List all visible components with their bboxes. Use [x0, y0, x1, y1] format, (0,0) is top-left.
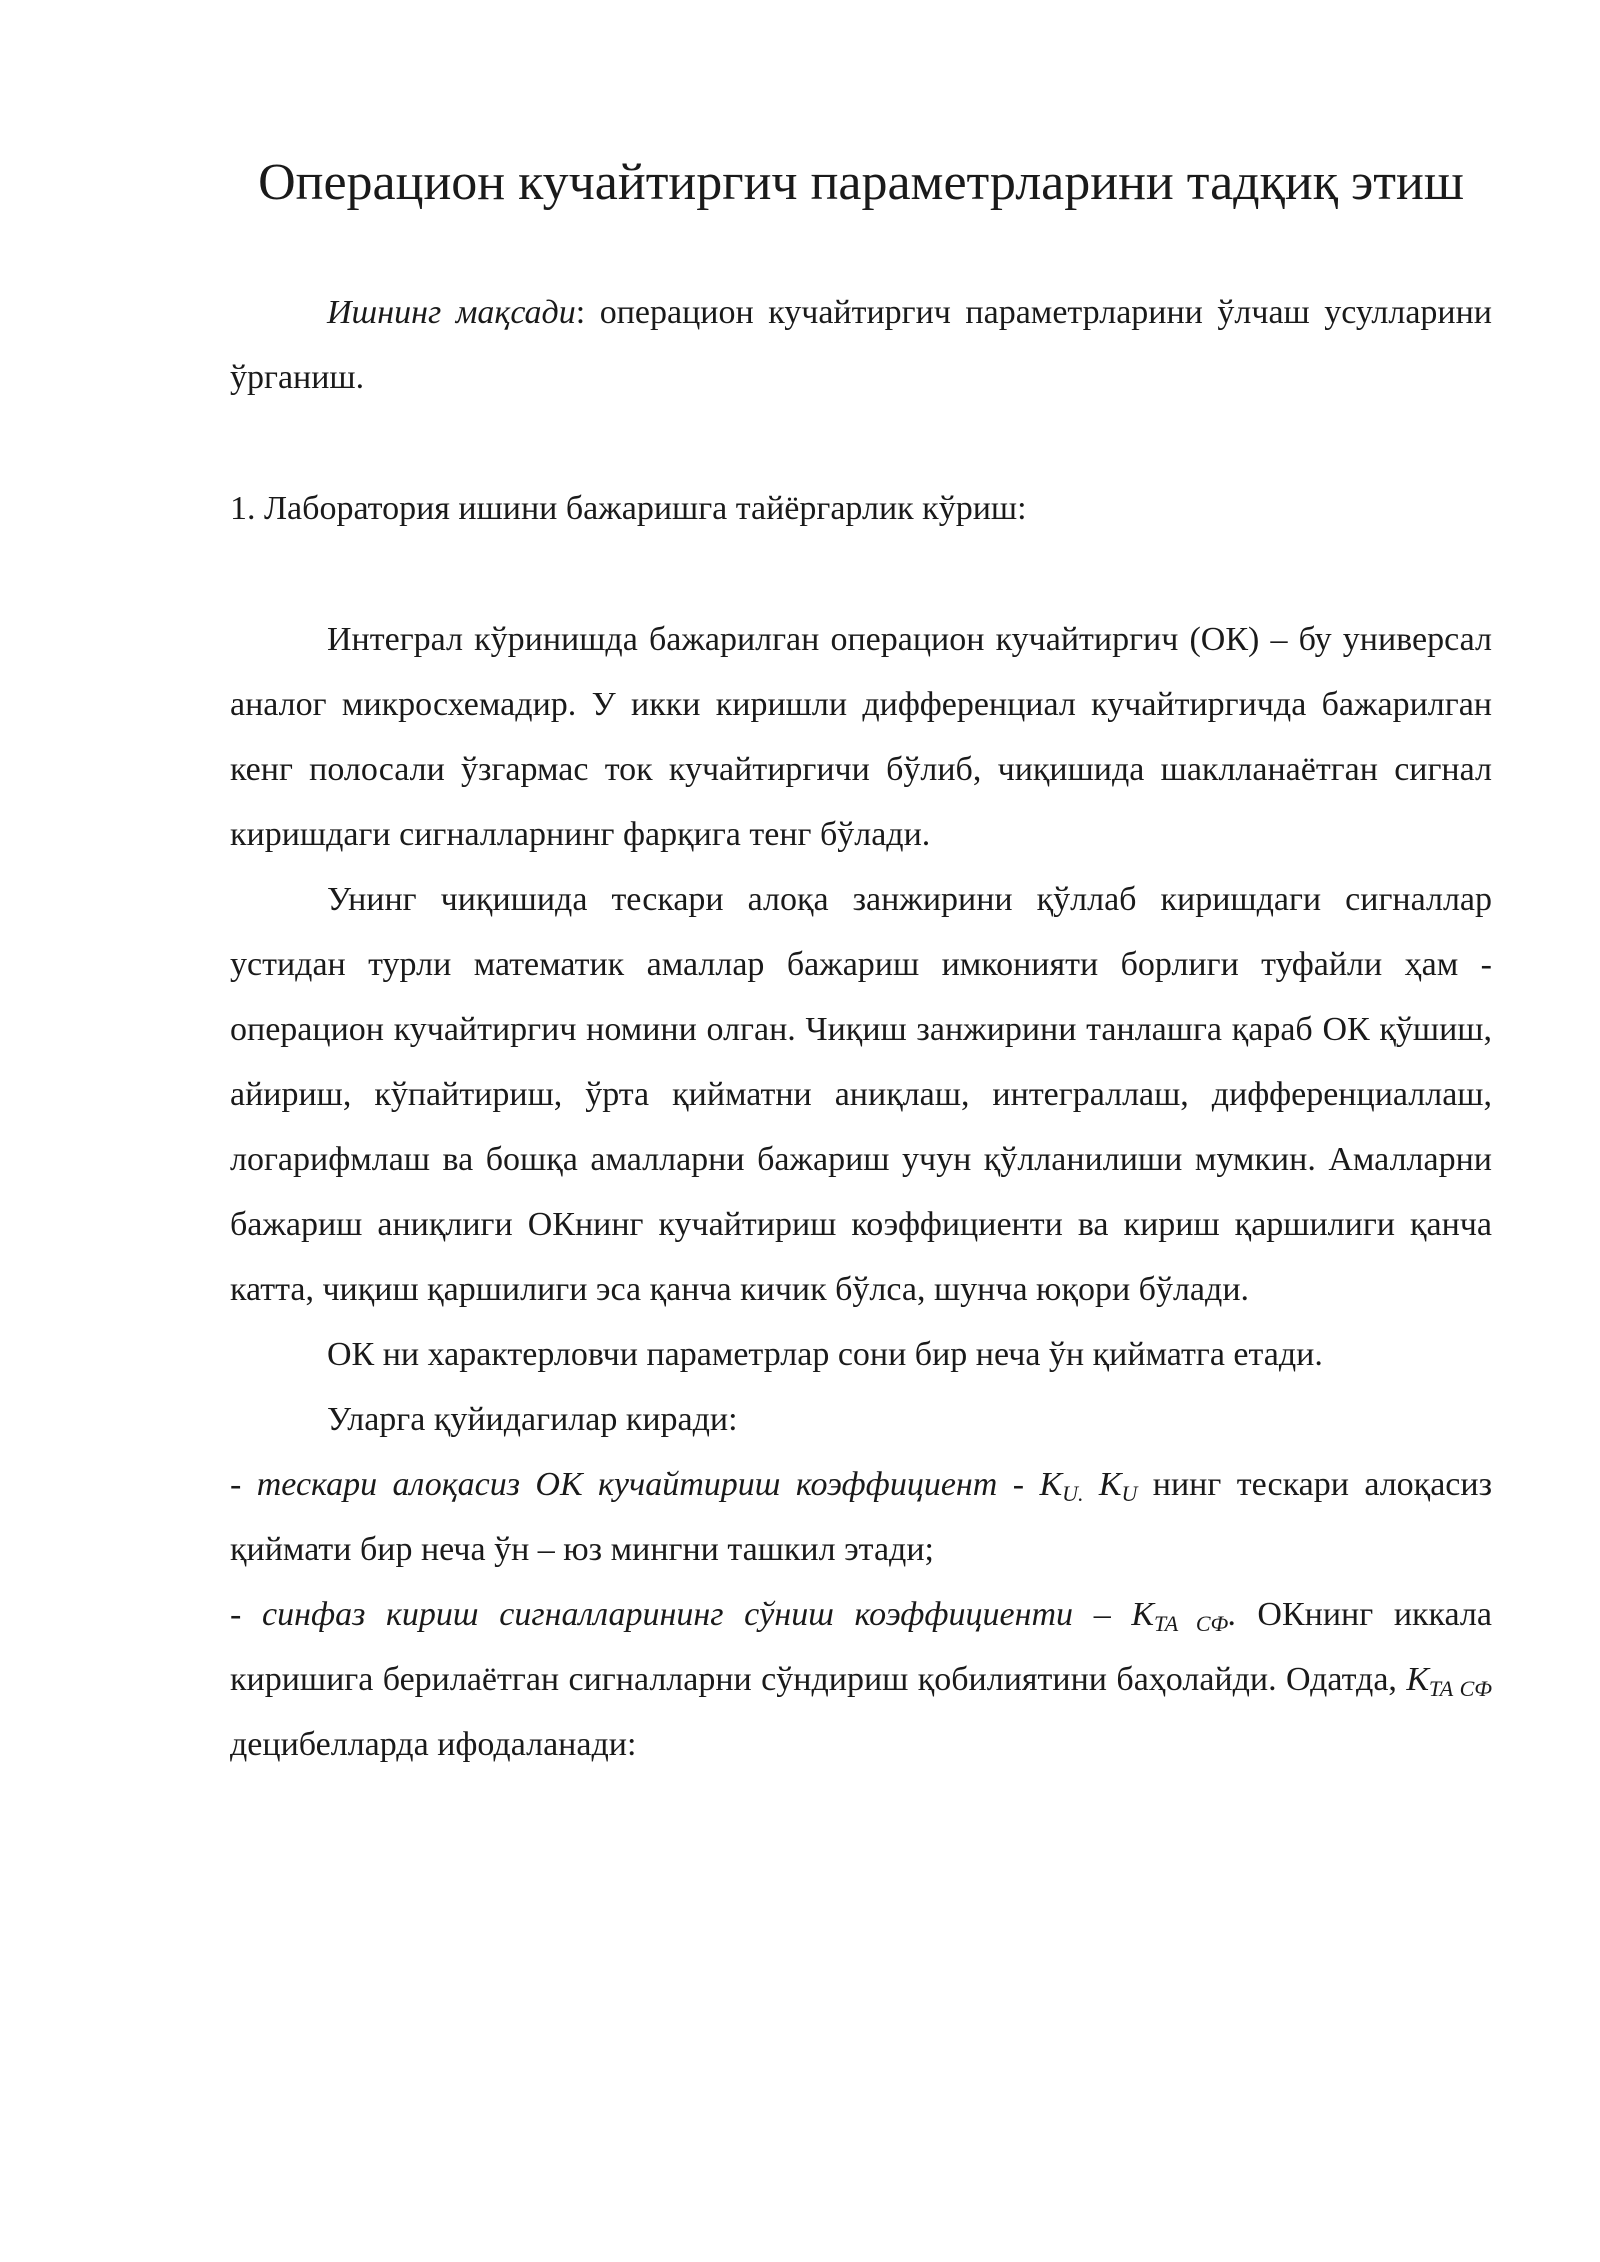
- paragraph-intro: Интеграл кўринишда бажарилган операцион кучайтиргич (ОК) – бу универсал аналог микросхемадир. У икки киришли дифференциал кучайтиргичда бажарилган кенг полосали ўзгармас ток кучайтиргичи бўлиб, чиқишида шаклланаётган сигнал киришдаги сигналларнинг фарқига тенг бўлади.: [230, 621, 1492, 853]
- paragraph-parameters: ОК ни характерловчи параметрлар сони бир неча ўн қийматга етади.: [327, 1336, 1323, 1373]
- cmrr-description-end: децибелларда ифодаланади:: [230, 1726, 637, 1763]
- cmrr-description: ОКнинг иккала киришига берилаётган сигналларни сўндириш қобилиятини баҳолайди. Одатда,: [230, 1596, 1492, 1698]
- cmrr-symbol: К: [1406, 1661, 1429, 1698]
- aim-label: Ишнинг мақсади: [327, 294, 576, 331]
- cmrr-symbol-subscript: ТА СФ: [1428, 1676, 1492, 1701]
- list-item-cmrr: - синфаз кириш сигналларининг сўниш коэффициенти – $К_{ТА СФ}$. ОКнинг иккала киришига берилаётган сигналларни сўндириш қобилиятини баҳолайди. Одатда, $К_{ТА СФ}$ децибелларда ифодаланади:: [230, 1596, 1492, 1763]
- cmrr-term: синфаз кириш сигналларининг сўниш коэффициенти – К: [261, 1596, 1154, 1633]
- list-dash: -: [230, 1596, 262, 1633]
- list-dash: -: [230, 1466, 257, 1503]
- gain-term: тескари алоқасиз ОК кучайтириш коэффициент - К: [256, 1466, 1063, 1503]
- list-item-gain: [230, 1452, 1492, 1582]
- section-heading-1: 1. Лаборатория ишини бажаришга тайёргарлик кўриш:: [230, 490, 1027, 527]
- aim-paragraph: [230, 280, 1492, 410]
- document-page: [230, 0, 1492, 2262]
- aim-text: операцион кучайтиргич параметрларини ўлчаш усулларини ўрганиш.: [230, 294, 1492, 396]
- aim-colon: :: [575, 294, 586, 331]
- gain-symbol-subscript: U: [1121, 1481, 1138, 1506]
- cmrr-subscript: ТА СФ: [1153, 1611, 1229, 1636]
- page-title: Операцион кучайтиргич параметрларини тадқиқ этиш: [258, 154, 1464, 211]
- gain-description: нинг тескари алоқасиз қиймати бир неча ўн – юз мингни ташкил этади;: [230, 1466, 1493, 1568]
- gain-subscript: U.: [1062, 1481, 1084, 1506]
- paragraph-list-intro: Уларга қуйидагилар киради:: [327, 1401, 738, 1438]
- gain-symbol: К: [1098, 1466, 1122, 1503]
- paragraph-feedback: Унинг чиқишида тескари алоқа занжирини қўллаб киришдаги сигналлар устидан турли математик амаллар бажариш имконияти борлиги туфайли ҳам - операцион кучайтиргич номини олган. Чиқиш занжирини танлашга қараб ОК қўшиш, айириш, кўпайтириш, ўрта қийматни аниқлаш, интеграллаш, дифференциаллаш, логарифмлаш ва бошқа амалларни бажариш учун қўлланилиши мумкин. Амалларни бажариш аниқлиги ОКнинг кучайтириш коэффициенти ва кириш қаршилиги қанча катта, чиқиш қаршилиги эса қанча кичик бўлса, шунча юқори бўлади.: [230, 881, 1492, 1308]
